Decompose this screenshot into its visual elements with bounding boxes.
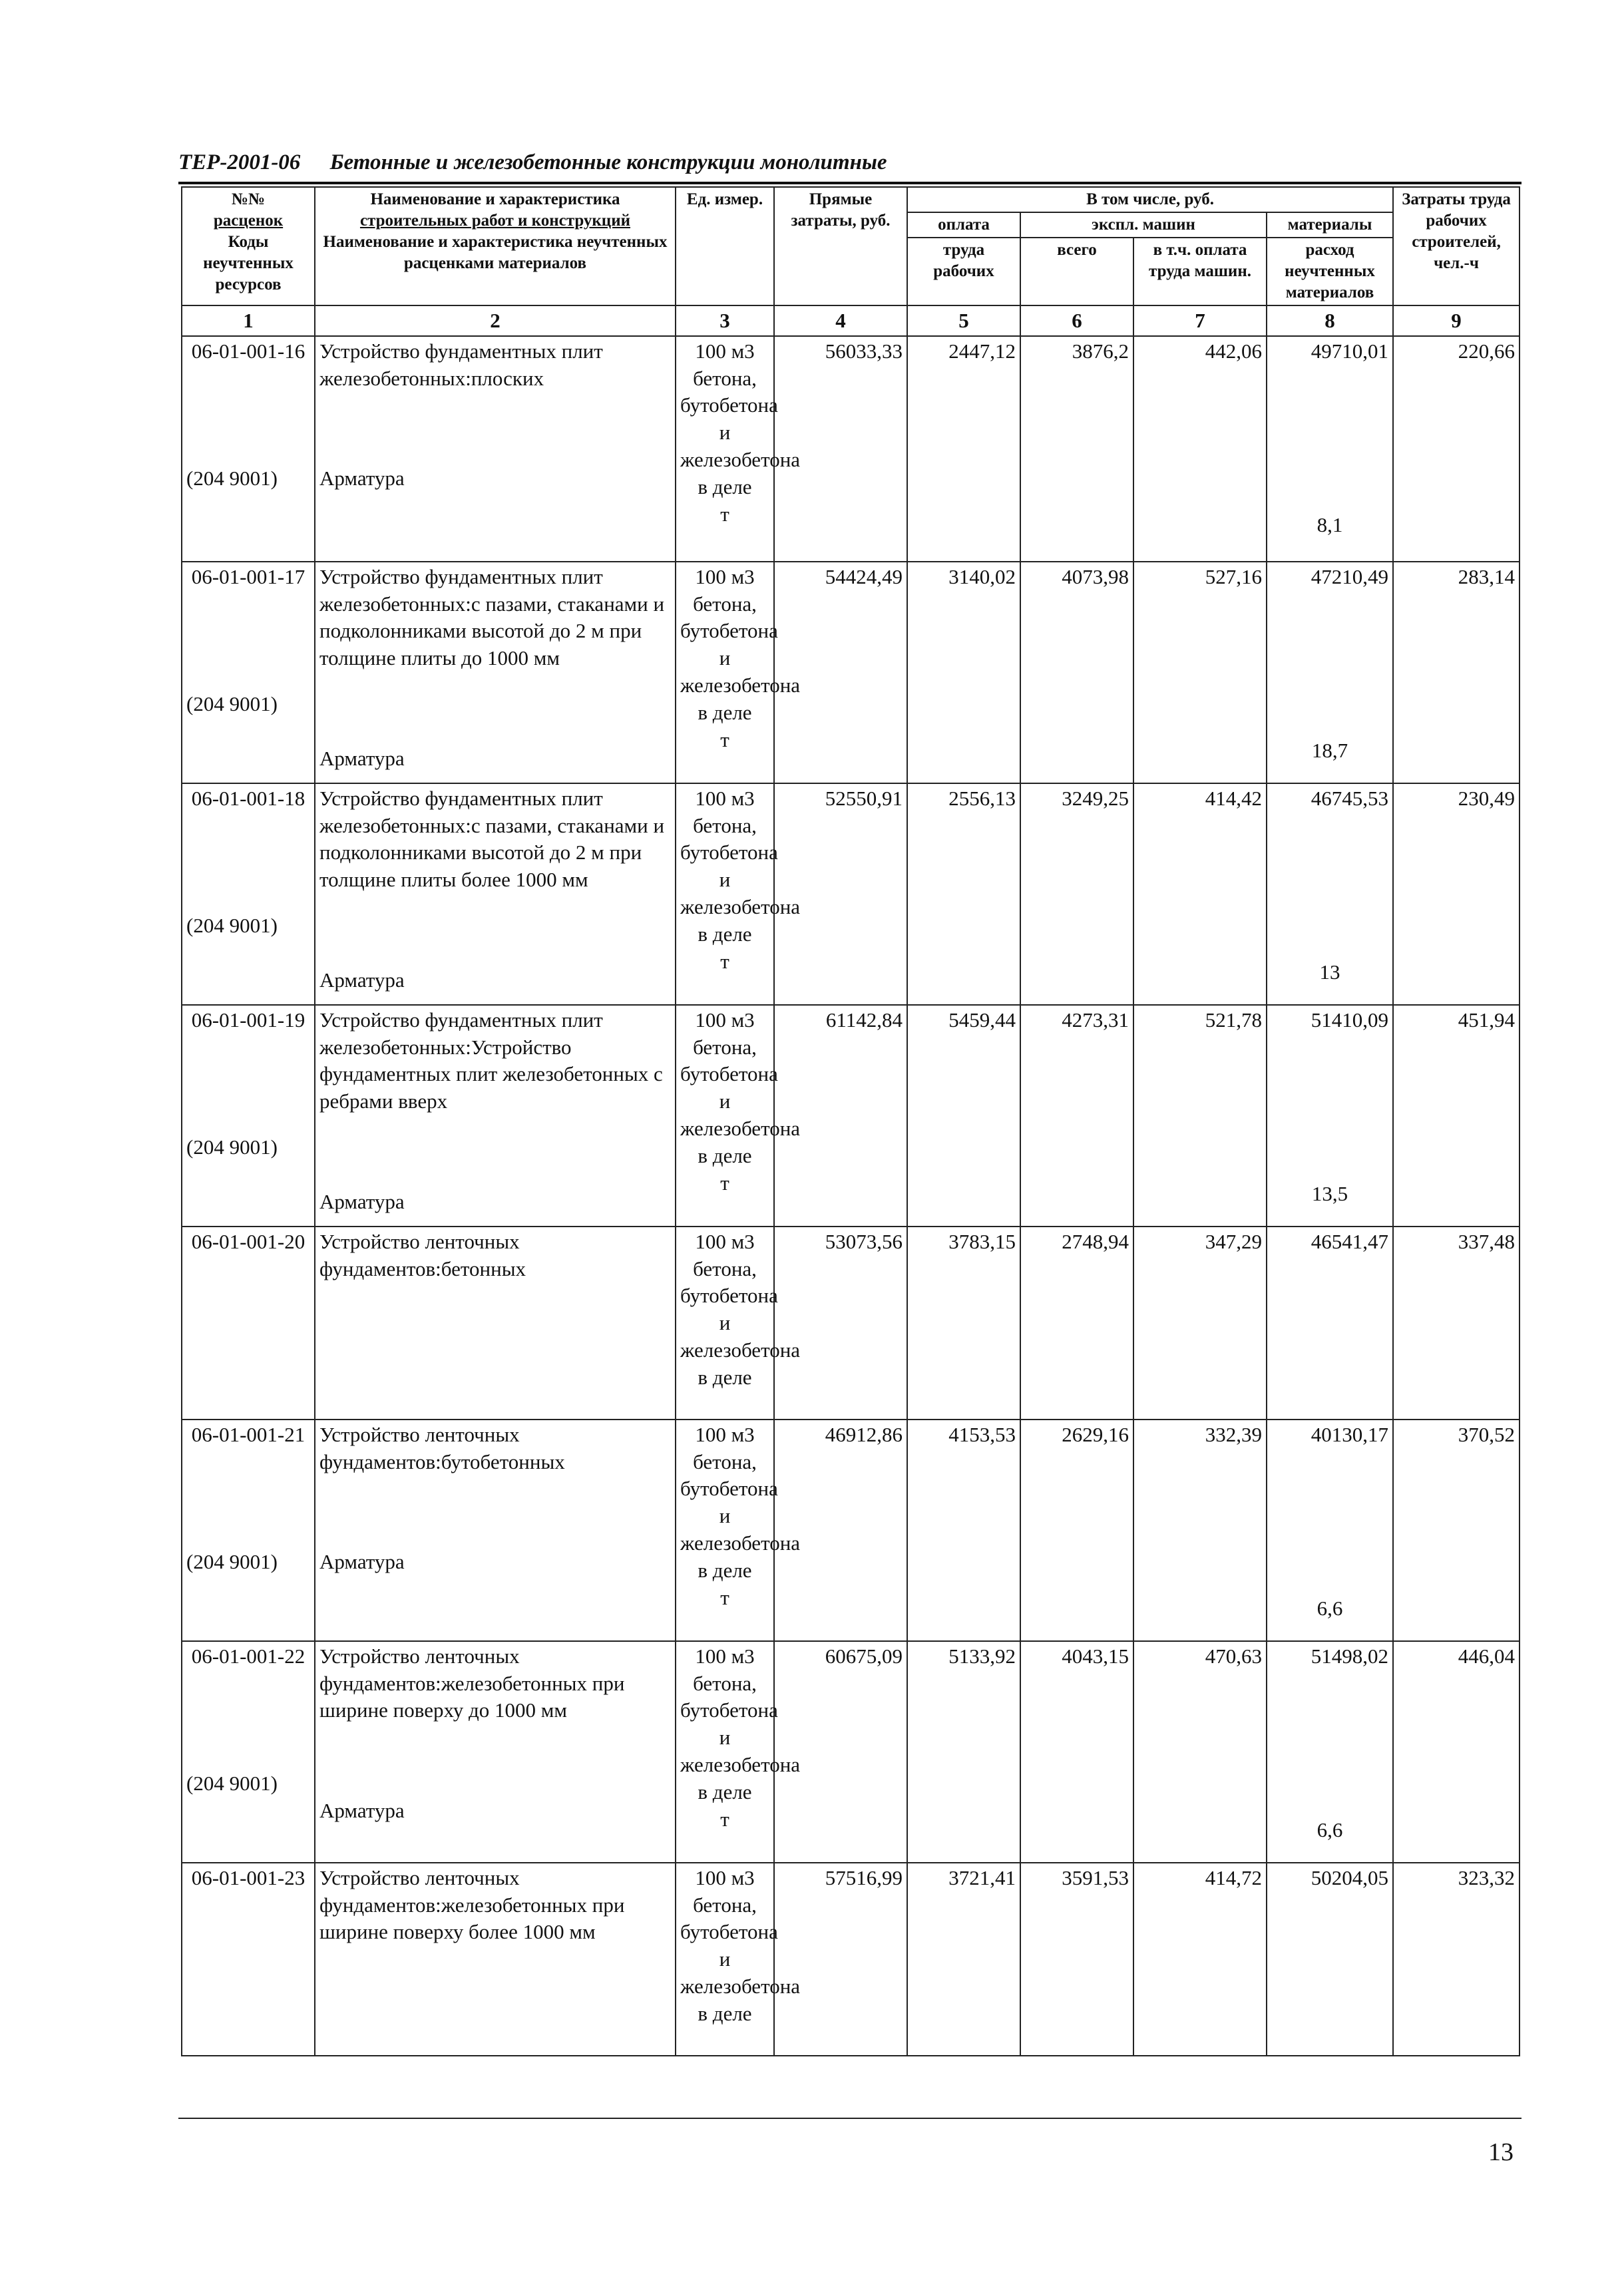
- machines-total: 2748,94: [1062, 1229, 1129, 1253]
- materials: 47210,49: [1311, 564, 1389, 588]
- column-header-machine-labor: в т.ч. оплата труда машин.: [1133, 238, 1267, 305]
- machines-total-cell: [1020, 562, 1133, 783]
- materials: 46541,47: [1311, 1229, 1389, 1253]
- rate-code: 06-01-001-18: [191, 786, 305, 810]
- resource-code: (204 9001): [186, 1771, 278, 1795]
- materials: 50204,05: [1311, 1865, 1389, 1889]
- direct-costs-cell: [774, 1227, 907, 1420]
- work-name: Устройство фундаментных плит железобетонных:с пазами, стаканами и подколонниками высотой до 2 м при толщине плиты более 1000 мм: [319, 786, 665, 892]
- work-name-cell: [315, 783, 676, 1005]
- machines-total: 4073,98: [1062, 564, 1129, 588]
- direct-costs: 52550,91: [825, 786, 903, 810]
- table-row: [182, 1420, 1520, 1641]
- labor-hours-cell: [1393, 1641, 1520, 1863]
- resource-quantity: 6,6: [1317, 1817, 1343, 1841]
- direct-costs: 61142,84: [825, 1008, 903, 1032]
- machine-labor-cell: [1133, 336, 1267, 562]
- unit-cell: [676, 1420, 801, 1641]
- machines-total: 4273,31: [1062, 1008, 1129, 1032]
- resource-name: Арматура: [319, 1799, 405, 1823]
- machines-total: 3591,53: [1062, 1865, 1129, 1889]
- resource-unit: т: [720, 1586, 729, 1610]
- labor-pay: 5133,92: [948, 1644, 1016, 1668]
- direct-costs: 56033,33: [825, 339, 903, 363]
- machine-labor: 347,29: [1205, 1229, 1262, 1253]
- unit-text: 100 м3 бетона, бутобетона и железобетона в деле: [680, 1422, 801, 1583]
- direct-costs: 57516,99: [825, 1865, 903, 1889]
- direct-costs: 60675,09: [825, 1644, 903, 1668]
- labor-hours: 220,66: [1458, 339, 1516, 363]
- materials-cell: [1267, 783, 1393, 1005]
- rate-code-cell: [182, 1005, 315, 1227]
- column-header-labor-hours: Затраты труда рабочих строителей, чел.-ч: [1393, 187, 1520, 305]
- direct-costs: 54424,49: [825, 564, 903, 588]
- unit-text: 100 м3 бетона, бутобетона и железобетона в деле: [680, 1865, 801, 2026]
- rate-code-cell: [182, 1227, 315, 1420]
- labor-hours-cell: [1393, 562, 1520, 783]
- resource-quantity: 13,5: [1311, 1181, 1348, 1205]
- rate-code: 06-01-001-22: [191, 1644, 305, 1668]
- rate-code: 06-01-001-21: [191, 1422, 305, 1446]
- resource-unit: т: [720, 950, 729, 974]
- rate-code-cell: [182, 1641, 315, 1863]
- unit-text: 100 м3 бетона, бутобетона и железобетона в деле: [680, 339, 801, 499]
- direct-costs-cell: [774, 1863, 907, 2056]
- unit-text: 100 м3 бетона, бутобетона и железобетона в деле: [680, 1229, 801, 1390]
- column-number: 2: [315, 305, 676, 336]
- table-row: [182, 1227, 1520, 1420]
- direct-costs: 46912,86: [825, 1422, 903, 1446]
- resource-unit: т: [720, 1808, 729, 1831]
- column-number: 6: [1020, 305, 1133, 336]
- unit-cell: [676, 336, 801, 562]
- materials-cell: [1267, 1005, 1393, 1227]
- machines-total: 3876,2: [1072, 339, 1129, 363]
- rate-code-cell: [182, 562, 315, 783]
- rate-code: 06-01-001-16: [191, 339, 305, 363]
- direct-costs-cell: [774, 562, 907, 783]
- labor-hours-cell: [1393, 1005, 1520, 1227]
- table-row: [182, 1005, 1520, 1227]
- header-rule: [178, 182, 1522, 184]
- unit-text: 100 м3 бетона, бутобетона и железобетона в деле: [680, 1008, 801, 1168]
- labor-hours-cell: [1393, 783, 1520, 1005]
- direct-costs: 53073,56: [825, 1229, 903, 1253]
- labor-pay: 2447,12: [948, 339, 1016, 363]
- rate-code: 06-01-001-17: [191, 564, 305, 588]
- column-header-labor-workers: труда рабочих: [907, 238, 1020, 305]
- column-number: 1: [182, 305, 315, 336]
- labor-hours: 323,32: [1458, 1865, 1516, 1889]
- resource-quantity: 8,1: [1317, 512, 1343, 536]
- labor-pay-cell: [907, 783, 1020, 1005]
- work-name-cell: [315, 1227, 676, 1420]
- machine-labor-cell: [1133, 783, 1267, 1005]
- unit-cell: [676, 1641, 801, 1863]
- footer-rule: [178, 2118, 1522, 2119]
- labor-pay-cell: [907, 1005, 1020, 1227]
- unit-cell: [676, 1227, 801, 1420]
- table-row: [182, 783, 1520, 1005]
- table-row: [182, 336, 1520, 562]
- work-name: Устройство ленточных фундаментов:бутобетонных: [319, 1422, 565, 1473]
- machines-total-cell: [1020, 336, 1133, 562]
- column-number: 9: [1393, 305, 1520, 336]
- machine-labor: 414,72: [1205, 1865, 1262, 1889]
- labor-hours: 230,49: [1458, 786, 1516, 810]
- resource-name: Арматура: [319, 1550, 405, 1574]
- machine-labor: 442,06: [1205, 339, 1262, 363]
- resource-name: Арматура: [319, 1190, 405, 1214]
- labor-pay: 3140,02: [948, 564, 1016, 588]
- work-name: Устройство ленточных фундаментов:железобетонных при ширине поверху до 1000 мм: [319, 1644, 625, 1722]
- labor-hours: 337,48: [1458, 1229, 1516, 1253]
- unit-cell: [676, 1863, 801, 2056]
- column-header-labor-pay: оплата: [907, 212, 1020, 238]
- column-number: 7: [1133, 305, 1267, 336]
- direct-costs-cell: [774, 1420, 907, 1641]
- machine-labor: 521,78: [1205, 1008, 1262, 1032]
- resource-quantity: 13: [1319, 960, 1340, 984]
- rates-table: [181, 186, 1520, 2056]
- machine-labor-cell: [1133, 1420, 1267, 1641]
- machines-total-cell: [1020, 783, 1133, 1005]
- labor-hours: 370,52: [1458, 1422, 1516, 1446]
- rate-code-cell: [182, 783, 315, 1005]
- rate-code: 06-01-001-23: [191, 1865, 305, 1889]
- work-name-cell: [315, 1641, 676, 1863]
- machine-labor: 527,16: [1205, 564, 1262, 588]
- materials: 46745,53: [1311, 786, 1389, 810]
- machines-total: 2629,16: [1062, 1422, 1129, 1446]
- column-number: 3: [676, 305, 774, 336]
- labor-pay-cell: [907, 1641, 1020, 1863]
- resource-name: Арматура: [319, 968, 405, 992]
- labor-hours: 451,94: [1458, 1008, 1516, 1032]
- machines-total-cell: [1020, 1005, 1133, 1227]
- resource-code: (204 9001): [186, 691, 278, 715]
- machines-total: 4043,15: [1062, 1644, 1129, 1668]
- machine-labor-cell: [1133, 1641, 1267, 1863]
- unit-cell: [676, 1005, 801, 1227]
- resource-code: (204 9001): [186, 1135, 278, 1159]
- materials-cell: [1267, 336, 1393, 562]
- work-name-cell: [315, 336, 676, 562]
- machines-total-cell: [1020, 1227, 1133, 1420]
- work-name: Устройство ленточных фундаментов:железобетонных при ширине поверху более 1000 мм: [319, 1865, 625, 1944]
- labor-pay: 2556,13: [948, 786, 1016, 810]
- column-header-machines: экспл. машин: [1020, 212, 1267, 238]
- direct-costs-cell: [774, 1641, 907, 1863]
- page-header: [178, 150, 887, 175]
- work-name: Устройство ленточных фундаментов:бетонных: [319, 1229, 526, 1280]
- work-name: Устройство фундаментных плит железобетонных:с пазами, стаканами и подколонниками высотой до 2 м при толщине плиты до 1000 мм: [319, 564, 665, 670]
- work-name: Устройство фундаментных плит железобетонных:плоских: [319, 339, 603, 390]
- labor-hours-cell: [1393, 336, 1520, 562]
- table-row: [182, 562, 1520, 783]
- labor-hours-cell: [1393, 1863, 1520, 2056]
- column-header-codes: №№ расценок Коды неучтенных ресурсов: [182, 187, 315, 305]
- rate-code-cell: [182, 1863, 315, 2056]
- column-number: 5: [907, 305, 1020, 336]
- machines-total-cell: [1020, 1863, 1133, 2056]
- resource-unit: т: [720, 728, 729, 752]
- machines-total: 3249,25: [1062, 786, 1129, 810]
- materials-cell: [1267, 1641, 1393, 1863]
- rate-code: 06-01-001-20: [191, 1229, 305, 1253]
- materials: 49710,01: [1311, 339, 1389, 363]
- column-header-unaccounted-materials: расход неучтенных материалов: [1267, 238, 1393, 305]
- column-number: 4: [774, 305, 907, 336]
- column-header-direct-costs: Прямые затраты, руб.: [774, 187, 907, 305]
- document-code: ТЕР-2001-06: [178, 150, 301, 174]
- labor-hours: 283,14: [1458, 564, 1516, 588]
- labor-hours-cell: [1393, 1420, 1520, 1641]
- table-row: [182, 1863, 1520, 2056]
- resource-name: Арматура: [319, 747, 405, 771]
- materials-cell: [1267, 1420, 1393, 1641]
- unit-cell: [676, 783, 801, 1005]
- machines-total-cell: [1020, 1641, 1133, 1863]
- materials-cell: [1267, 1227, 1393, 1420]
- labor-pay: 3783,15: [948, 1229, 1016, 1253]
- resource-name: Арматура: [319, 467, 405, 490]
- machine-labor-cell: [1133, 1863, 1267, 2056]
- unit-text: 100 м3 бетона, бутобетона и железобетона в деле: [680, 786, 801, 946]
- labor-hours: 446,04: [1458, 1644, 1516, 1668]
- work-name-cell: [315, 1005, 676, 1227]
- rate-code-cell: [182, 336, 315, 562]
- unit-cell: [676, 562, 801, 783]
- document-title: Бетонные и железобетонные конструкции монолитные: [329, 150, 887, 174]
- work-name-cell: [315, 1863, 676, 2056]
- labor-pay: 5459,44: [948, 1008, 1016, 1032]
- page-number: 13: [1488, 2138, 1514, 2166]
- resource-quantity: 6,6: [1317, 1596, 1343, 1620]
- labor-hours-cell: [1393, 1227, 1520, 1420]
- work-name-cell: [315, 562, 676, 783]
- column-header-materials: материалы: [1267, 212, 1393, 238]
- rate-code: 06-01-001-19: [191, 1008, 305, 1032]
- labor-pay-cell: [907, 1863, 1020, 2056]
- direct-costs-cell: [774, 783, 907, 1005]
- work-name: Устройство фундаментных плит железобетонных:Устройство фундаментных плит железобетонных с ребрами вверх: [319, 1008, 663, 1113]
- table-body: [182, 336, 1520, 2056]
- direct-costs-cell: [774, 1005, 907, 1227]
- column-number: 8: [1267, 305, 1393, 336]
- resource-unit: т: [720, 502, 729, 526]
- column-header-name: Наименование и характеристика строительных работ и конструкций Наименование и характеристика неучтенных расценками материалов: [315, 187, 676, 305]
- machine-labor: 470,63: [1205, 1644, 1262, 1668]
- materials-cell: [1267, 1863, 1393, 2056]
- materials: 40130,17: [1311, 1422, 1389, 1446]
- machine-labor: 332,39: [1205, 1422, 1262, 1446]
- rate-code-cell: [182, 1420, 315, 1641]
- materials-cell: [1267, 562, 1393, 783]
- resource-code: (204 9001): [186, 913, 278, 937]
- machine-labor-cell: [1133, 1227, 1267, 1420]
- labor-pay-cell: [907, 562, 1020, 783]
- labor-pay: 3721,41: [948, 1865, 1016, 1889]
- labor-pay-cell: [907, 1227, 1020, 1420]
- table-row: [182, 1641, 1520, 1863]
- labor-pay-cell: [907, 1420, 1020, 1641]
- unit-text: 100 м3 бетона, бутобетона и железобетона в деле: [680, 1644, 801, 1804]
- column-header-unit: Ед. измер.: [676, 187, 774, 305]
- machine-labor: 414,42: [1205, 786, 1262, 810]
- column-header-machines-total: всего: [1020, 238, 1133, 305]
- machine-labor-cell: [1133, 562, 1267, 783]
- resource-quantity: 18,7: [1311, 738, 1348, 762]
- unit-text: 100 м3 бетона, бутобетона и железобетона в деле: [680, 564, 801, 725]
- column-number-row: [182, 305, 1520, 336]
- work-name-cell: [315, 1420, 676, 1641]
- column-header-group: В том числе, руб.: [907, 187, 1393, 212]
- materials: 51410,09: [1311, 1008, 1389, 1032]
- labor-pay-cell: [907, 336, 1020, 562]
- resource-unit: т: [720, 1171, 729, 1195]
- labor-pay: 4153,53: [948, 1422, 1016, 1446]
- machine-labor-cell: [1133, 1005, 1267, 1227]
- materials: 51498,02: [1311, 1644, 1389, 1668]
- resource-code: (204 9001): [186, 1549, 278, 1573]
- resource-code: (204 9001): [186, 466, 278, 490]
- machines-total-cell: [1020, 1420, 1133, 1641]
